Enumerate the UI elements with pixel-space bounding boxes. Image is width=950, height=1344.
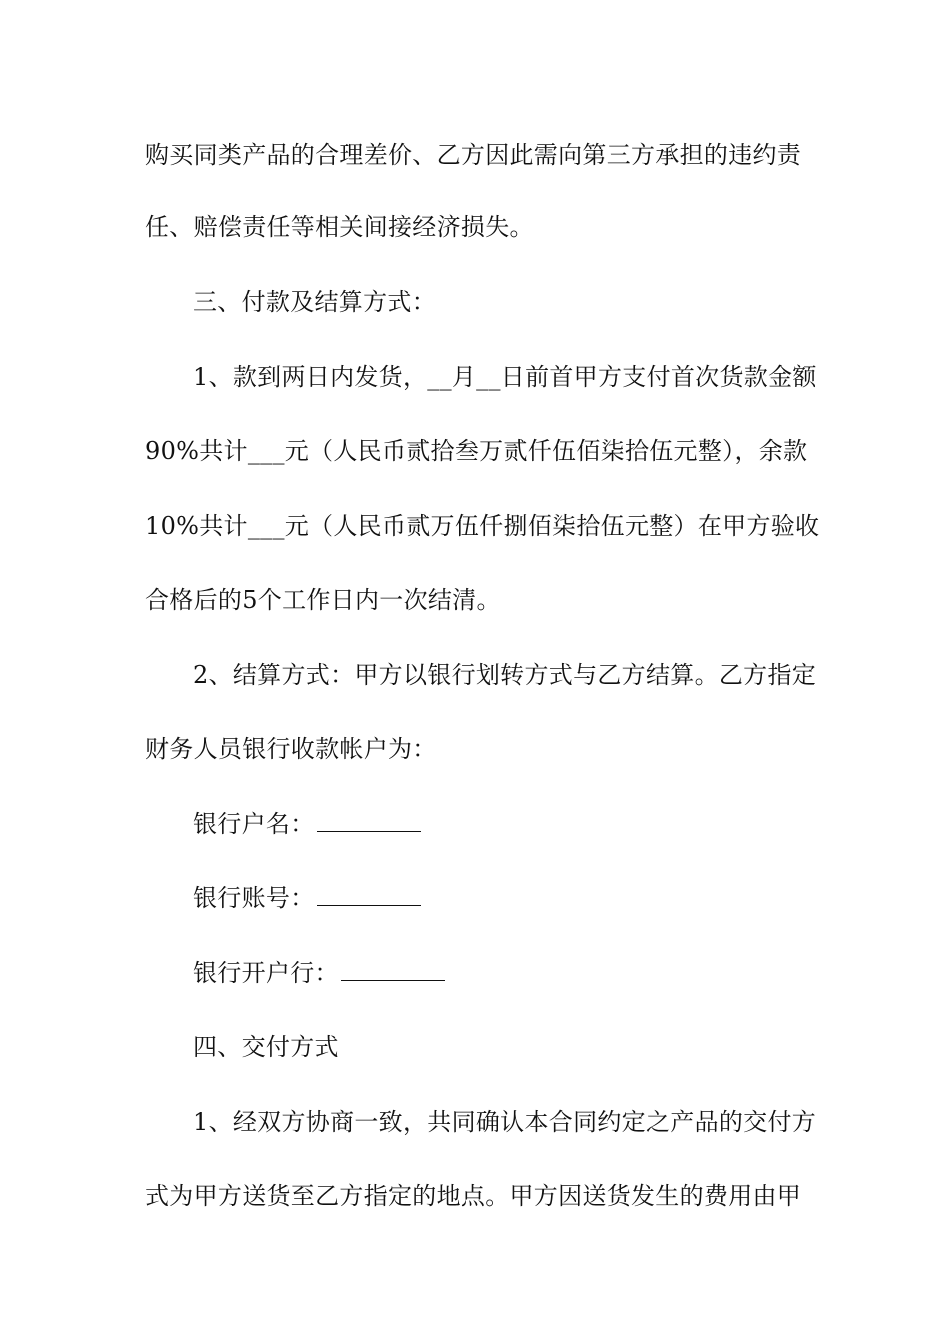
paragraph-line: 2、结算方式：甲方以银行划转方式与乙方结算。乙方指定 xyxy=(193,661,817,689)
paragraph-line: 合格后的5个工作日内一次结清。 xyxy=(145,586,501,614)
bank-account-number-blank xyxy=(317,883,421,906)
bank-account-name-blank xyxy=(317,809,421,832)
bank-branch-label: 银行开户行： xyxy=(193,959,339,987)
bank-account-name-row xyxy=(193,809,863,839)
bank-account-number-row xyxy=(193,883,863,913)
paragraph-line: 任、赔偿责任等相关间接经济损失。 xyxy=(145,213,534,241)
section-heading: 四、交付方式 xyxy=(193,1033,339,1061)
paragraph-line: 90%共计___元（人民币贰拾叁万贰仟伍佰柒拾伍元整），余款 xyxy=(145,437,808,465)
paragraph-line: 购买同类产品的合理差价、乙方因此需向第三方承担的违约责 xyxy=(145,141,802,169)
bank-branch-row xyxy=(193,958,863,988)
section-heading: 三、付款及结算方式： xyxy=(193,288,436,316)
bank-account-number-label: 银行账号： xyxy=(193,884,315,912)
paragraph-line: 财务人员银行收款帐户为： xyxy=(145,735,437,763)
bank-account-name-label: 银行户名： xyxy=(193,810,315,838)
paragraph-line: 式为甲方送货至乙方指定的地点。甲方因送货发生的费用由甲 xyxy=(145,1182,802,1210)
bank-branch-blank xyxy=(341,958,445,981)
paragraph-line: 1、款到两日内发货，__月__日前首甲方支付首次货款金额 xyxy=(193,363,817,391)
paragraph-line: 10%共计___元（人民币贰万伍仟捌佰柒拾伍元整）在甲方验收 xyxy=(145,512,820,540)
paragraph-line: 1、经双方协商一致，共同确认本合同约定之产品的交付方 xyxy=(193,1108,817,1136)
